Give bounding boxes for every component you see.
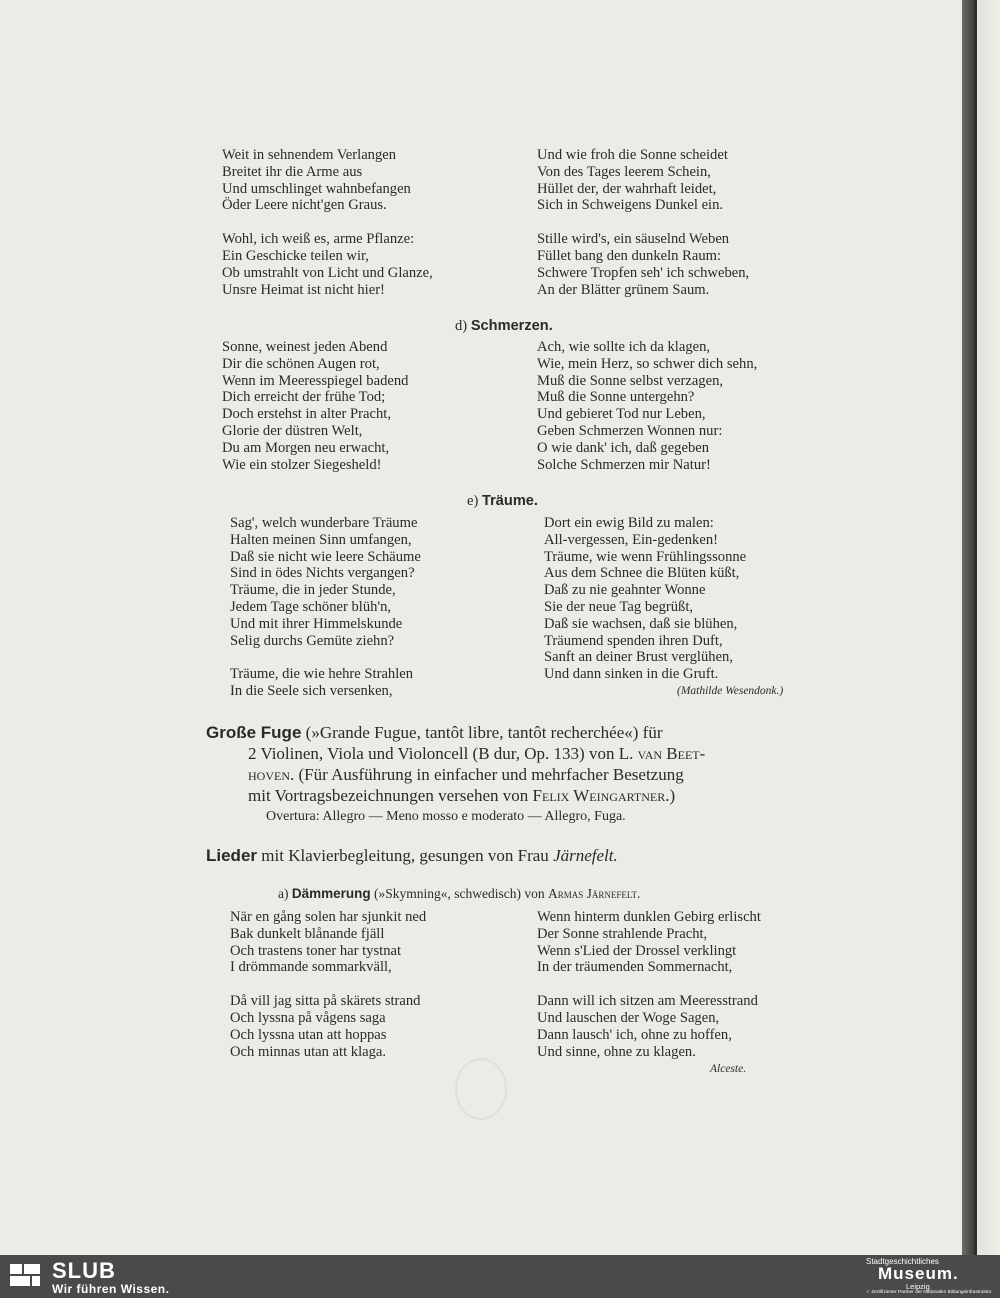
slub-name: SLUB [52,1258,116,1283]
work-description: 2 Violinen, Viola und Violoncell (B dur, Op. 133) von [248,744,619,763]
poem-line: Träumend spenden ihren Duft, [544,632,723,649]
poem-stanza [537,909,761,976]
poem-line: Sie der neue Tag begrüßt, [544,598,694,615]
poem-line: Und sinne, ohne zu klagen. [537,1043,696,1060]
poem-line: Och trastens toner har tystnat [230,942,402,959]
poem-line: Muß die Sonne untergehn? [537,389,695,406]
poem-line: Ein Geschicke teilen wir, [222,247,369,264]
poem-line: O wie dank' ich, daß gegeben [537,439,710,456]
section-prefix: a) [278,886,289,901]
poem-stanza [537,993,761,1060]
poem-line: Geben Schmerzen Wonnen nur: [537,422,723,439]
poem-line: Stille wird's, ein säuselnd Weben [537,231,730,248]
poem-line: Daß sie wachsen, daß sie blühen, [544,615,738,632]
work-title: Lieder [206,846,258,865]
poem-stanza [544,515,746,683]
attribution-wesendonk: (Mathilde Wesendonk.) [677,685,784,697]
poem-line: Wenn im Meeresspiegel badend [222,372,409,389]
poem-line: Då vill jag sitta på skärets strand [230,993,421,1010]
poem-line: Och lyssna på vågens saga [230,1009,386,1026]
poem-line: Sich in Schweigens Dunkel ein. [537,197,724,214]
poem-line: Sanft an deiner Brust verglühen, [544,649,733,666]
poem-stanza [537,339,757,473]
poem-line: Ob umstrahlt von Licht und Glanze, [222,264,433,281]
poem-column-left-upper [222,147,433,315]
poem-line: Daß sie nicht wie leere Schäume [230,548,421,565]
poem-line: Wie ein stolzer Siegesheld! [222,456,382,473]
museum-certification: ✓ Zertifizierter Partner der Nationalen Bildungsinfrastruktur [866,1290,992,1295]
poem-line: Unsre Heimat ist nicht hier! [222,281,385,298]
poem-line: Und wie froh die Sonne scheidet [537,147,728,163]
poem-line: Sag', welch wunderbare Träume [230,515,418,531]
poem-line: Öder Leere nicht'gen Graus. [222,197,387,214]
poem-line: All-vergessen, Ein-gedenken! [544,531,718,548]
poem-line: Ach, wie sollte ich da klagen, [537,339,711,355]
poem-line: I drömmande sommarkväll, [230,959,392,976]
poem-column-schmerzen-left [222,339,408,490]
poem-line: Glorie der düstren Welt, [222,422,363,439]
poem-line: Dann will ich sitzen am Meeresstrand [537,993,758,1010]
arranger-name: Felix Weingartner [532,786,666,805]
poem-stanza [230,666,421,700]
poem-column-daemmerung-right [537,909,761,1077]
poem-line: Weit in sehnendem Verlangen [222,147,397,163]
poem-line: Doch erstehst in alter Pracht, [222,406,391,423]
poem-line: Sonne, weinest jeden Abend [222,339,388,355]
work-description: mit Klavierbegleitung, gesungen von Frau [257,846,554,865]
poem-line: Och lyssna utan att hoppas [230,1026,387,1043]
work-title: Große Fuge [206,723,302,742]
embossed-stamp [455,1058,507,1120]
poem-line: Der Sonne strahlende Pracht, [537,925,708,942]
museum-city: Leipzig [906,1282,930,1291]
poem-line: Träume, wie wenn Frühlingssonne [544,548,747,565]
poem-line: In der träumenden Sommernacht, [537,959,733,976]
poem-line: Du am Morgen neu erwacht, [222,439,390,456]
work-description: (»Grande Fugue, tantôt libre, tantôt recherchée«) für [301,723,663,742]
singer-name: Järnefelt. [553,846,618,865]
footer-bar [0,1255,1000,1298]
song-description: (»Skymning«, schwedisch) von [370,886,548,901]
poem-line: Träume, die wie hehre Strahlen [230,666,414,683]
poem-line: Und gebieret Tod nur Leben, [537,406,706,423]
poem-line: Wohl, ich weiß es, arme Pflanze: [222,231,415,248]
poem-line: Wenn hinterm dunklen Gebirg erlischt [537,909,761,925]
work-description: . (Für Ausführung in einfacher und mehrfacher Besetzung [290,765,684,784]
poem-line: Solche Schmerzen mir Natur! [537,456,711,473]
poem-stanza [222,339,408,473]
section-heading-traeume [467,493,538,510]
poem-stanza [222,147,433,214]
poem-line: In die Seele sich versenken, [230,683,393,700]
museum-subtitle: Stadtgeschichtliches [866,1257,939,1266]
work-description: mit Vortragsbezeichnungen versehen von [248,786,533,805]
poem-line: Sind in ödes Nichts vergangen? [230,565,415,582]
poem-line: Bak dunkelt blånande fjäll [230,925,385,942]
section-prefix: e) [467,493,479,509]
poem-line: Selig durchs Gemüte ziehn? [230,632,395,649]
poem-line: Hüllet der, der wahrhaft leidet, [537,180,717,197]
section-heading-schmerzen [455,318,553,335]
song-heading-daemmerung [278,886,640,902]
poem-line: Aus dem Schnee die Blüten küßt, [544,565,740,582]
poem-column-schmerzen-right [537,339,757,490]
work-description: .) [665,786,676,805]
poem-column-traeume-right [544,515,746,700]
poem-column-traeume-left [230,515,421,717]
bleed-through-text [130,580,160,1040]
poem-line: Und umschlinget wahnbefangen [222,180,411,197]
poem-line: Und mit ihrer Himmelskunde [230,615,403,632]
attribution-alceste: Alceste. [710,1063,747,1075]
poem-line: Jedem Tage schöner blüh'n, [230,598,392,615]
poem-line: Muß die Sonne selbst verzagen, [537,372,724,389]
poem-stanza [230,909,426,976]
section-title: Schmerzen. [470,318,553,334]
poem-line: Von des Tages leerem Schein, [537,163,711,180]
program-entry-grosse-fuge [206,722,816,828]
museum-name: Museum. [878,1264,959,1283]
slub-claim: Wir führen Wissen. [52,1282,170,1296]
poem-line: När en gång solen har sjunkit ned [230,909,427,925]
poem-line: Schwere Tropfen seh' ich schweben, [537,264,750,281]
poem-line: Und lauschen der Woge Sagen, [537,1009,720,1026]
poem-line: Dort ein ewig Bild zu malen: [544,515,714,531]
composer-name: L. van Beet- [618,744,706,763]
program-entry-lieder [206,846,618,866]
poem-line: Dich erreicht der frühe Tod; [222,389,386,406]
poem-stanza [230,993,426,1060]
poem-line: Och minnas utan att klaga. [230,1043,387,1060]
poem-stanza [230,515,421,649]
poem-line: Daß zu nie geahnter Wonne [544,582,706,599]
poem-line: An der Blätter grünem Saum. [537,281,710,298]
section-prefix: d) [455,318,468,334]
section-title: Träume. [482,493,538,509]
song-title: Dämmerung [291,886,371,901]
poem-line: Dir die schönen Augen rot, [222,355,380,372]
poem-column-daemmerung-left [230,909,426,1077]
poem-line: Und dann sinken in die Gruft. [544,666,719,683]
movement-list: Overtura: Allegro — Meno mosso e moderato — Allegro, Fuga. [266,809,626,824]
next-page-edge [962,0,1000,1255]
poem-column-right-upper [537,147,749,315]
composer-name: hoven [248,765,290,784]
poem-line: Wenn s'Lied der Drossel verklingt [537,942,737,959]
poem-stanza [537,147,749,214]
composer-name: Armas Järnefelt. [548,886,641,901]
poem-stanza [537,231,749,298]
poem-line: Dann lausch' ich, ohne zu hoffen, [537,1026,732,1043]
poem-line: Füllet bang den dunkeln Raum: [537,247,722,264]
poem-line: Wie, mein Herz, so schwer dich sehn, [537,355,758,372]
poem-line: Träume, die in jeder Stunde, [230,582,396,599]
poem-stanza [222,231,433,298]
poem-line: Halten meinen Sinn umfangen, [230,531,412,548]
poem-line: Breitet ihr die Arme aus [222,163,363,180]
slub-logo-icon [10,1264,40,1286]
